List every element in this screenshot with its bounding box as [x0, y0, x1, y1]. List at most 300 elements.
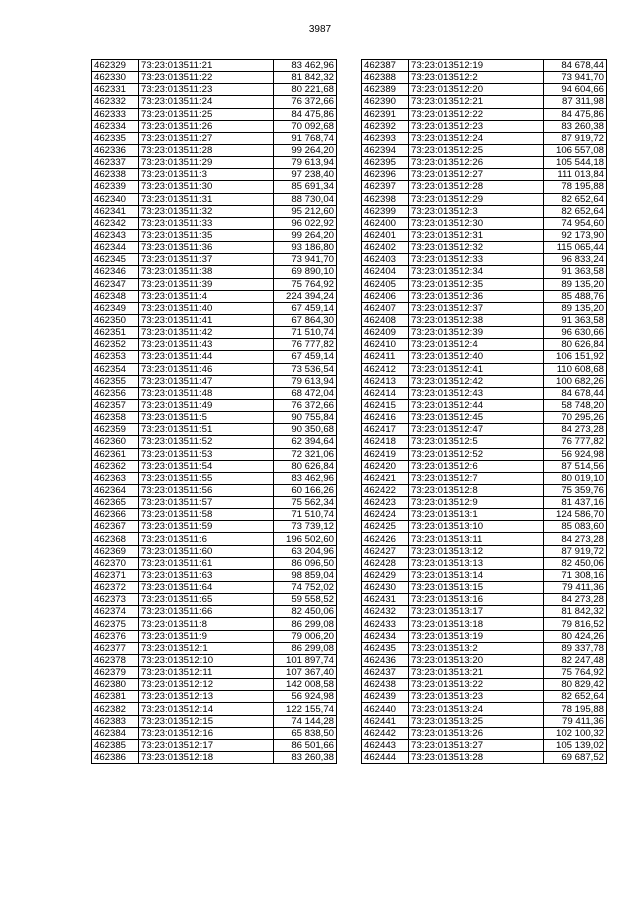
value-cell: 82 652,64	[544, 193, 607, 205]
cadastral-number-cell: 73:23:013512:23	[409, 120, 544, 132]
value-cell: 79 006,20	[274, 630, 337, 642]
value-cell: 85 488,76	[544, 290, 607, 302]
table-row	[362, 387, 607, 399]
cadastral-number-cell: 73:23:013512:32	[409, 242, 544, 254]
value-cell: 80 019,10	[544, 472, 607, 484]
table-row	[362, 630, 607, 642]
cadastral-number-cell: 73:23:013512:15	[139, 715, 274, 727]
row-number-cell: 462382	[92, 703, 139, 715]
row-number-cell: 462388	[362, 72, 409, 84]
cadastral-number-cell: 73:23:013511:51	[139, 424, 274, 436]
table-row	[362, 363, 607, 375]
cadastral-number-cell: 73:23:013512:34	[409, 266, 544, 278]
cadastral-number-cell: 73:23:013512:19	[409, 60, 544, 72]
row-number-cell: 462442	[362, 727, 409, 739]
cadastral-number-cell: 73:23:013513:16	[409, 594, 544, 606]
cadastral-number-cell: 73:23:013513:10	[409, 521, 544, 533]
cadastral-number-cell: 73:23:013511:49	[139, 399, 274, 411]
cadastral-number-cell: 73:23:013512:20	[409, 84, 544, 96]
table-row	[92, 606, 337, 618]
table-row	[362, 302, 607, 314]
value-cell: 83 462,96	[274, 60, 337, 72]
table-row	[92, 484, 337, 496]
value-cell: 75 764,92	[274, 278, 337, 290]
value-cell: 91 768,74	[274, 132, 337, 144]
table-row	[92, 691, 337, 703]
value-cell: 86 501,66	[274, 739, 337, 751]
value-cell: 84 475,86	[274, 108, 337, 120]
table-row	[362, 703, 607, 715]
table-row	[362, 715, 607, 727]
row-number-cell: 462403	[362, 254, 409, 266]
row-number-cell: 462381	[92, 691, 139, 703]
table-row	[92, 667, 337, 679]
table-row	[92, 545, 337, 557]
cadastral-number-cell: 73:23:013512:21	[409, 96, 544, 108]
table-row	[362, 60, 607, 72]
table-row	[92, 569, 337, 581]
table-row	[362, 351, 607, 363]
value-cell: 86 299,08	[274, 642, 337, 654]
row-number-cell: 462378	[92, 654, 139, 666]
cadastral-number-cell: 73:23:013513:2	[409, 642, 544, 654]
cadastral-number-cell: 73:23:013512:14	[139, 703, 274, 715]
cadastral-number-cell: 73:23:013512:26	[409, 157, 544, 169]
table-row	[92, 460, 337, 472]
row-number-cell: 462343	[92, 229, 139, 241]
value-cell: 79 816,52	[544, 618, 607, 630]
value-cell: 124 586,70	[544, 509, 607, 521]
table-row	[92, 472, 337, 484]
cadastral-number-cell: 73:23:013512:4	[409, 339, 544, 351]
value-cell: 59 558,52	[274, 594, 337, 606]
value-cell: 67 864,30	[274, 314, 337, 326]
cadastral-number-cell: 73:23:013511:59	[139, 521, 274, 533]
table-row	[92, 557, 337, 569]
cadastral-number-cell: 73:23:013511:30	[139, 181, 274, 193]
row-number-cell: 462335	[92, 132, 139, 144]
row-number-cell: 462340	[92, 193, 139, 205]
cadastral-number-cell: 73:23:013512:35	[409, 278, 544, 290]
row-number-cell: 462370	[92, 557, 139, 569]
table-row	[362, 594, 607, 606]
value-cell: 100 682,26	[544, 375, 607, 387]
table-row	[362, 132, 607, 144]
value-cell: 85 083,60	[544, 521, 607, 533]
row-number-cell: 462433	[362, 618, 409, 630]
row-number-cell: 462421	[362, 472, 409, 484]
row-number-cell: 462341	[92, 205, 139, 217]
table-row	[92, 594, 337, 606]
row-number-cell: 462436	[362, 654, 409, 666]
cadastral-number-cell: 73:23:013511:37	[139, 254, 274, 266]
table-row	[362, 618, 607, 630]
row-number-cell: 462336	[92, 144, 139, 156]
table-row	[92, 642, 337, 654]
row-number-cell: 462408	[362, 314, 409, 326]
row-number-cell: 462390	[362, 96, 409, 108]
row-number-cell: 462437	[362, 667, 409, 679]
row-number-cell: 462387	[362, 60, 409, 72]
table-row	[362, 727, 607, 739]
value-cell: 62 394,64	[274, 436, 337, 448]
table-row	[362, 679, 607, 691]
cadastral-number-cell: 73:23:013511:44	[139, 351, 274, 363]
cadastral-number-cell: 73:23:013513:20	[409, 654, 544, 666]
value-cell: 75 562,34	[274, 497, 337, 509]
value-cell: 80 829,42	[544, 679, 607, 691]
cadastral-number-cell: 73:23:013512:24	[409, 132, 544, 144]
value-cell: 91 363,58	[544, 266, 607, 278]
value-cell: 98 859,04	[274, 569, 337, 581]
cadastral-number-cell: 73:23:013512:9	[409, 497, 544, 509]
value-cell: 75 359,76	[544, 484, 607, 496]
cadastral-number-cell: 73:23:013512:44	[409, 399, 544, 411]
table-row	[362, 472, 607, 484]
table-row	[362, 448, 607, 460]
table-row	[92, 314, 337, 326]
value-cell: 81 842,32	[274, 72, 337, 84]
table-row	[92, 290, 337, 302]
table-row	[362, 314, 607, 326]
row-number-cell: 462376	[92, 630, 139, 642]
value-cell: 87 311,98	[544, 96, 607, 108]
table-row	[92, 739, 337, 751]
table-row	[362, 242, 607, 254]
row-number-cell: 462360	[92, 436, 139, 448]
value-cell: 89 135,20	[544, 302, 607, 314]
table-row	[92, 533, 337, 545]
cadastral-number-cell: 73:23:013512:6	[409, 460, 544, 472]
row-number-cell: 462402	[362, 242, 409, 254]
table-row	[92, 582, 337, 594]
table-row	[362, 169, 607, 181]
cadastral-number-cell: 73:23:013511:39	[139, 278, 274, 290]
row-number-cell: 462425	[362, 521, 409, 533]
row-number-cell: 462405	[362, 278, 409, 290]
row-number-cell: 462399	[362, 205, 409, 217]
cadastral-number-cell: 73:23:013511:60	[139, 545, 274, 557]
value-cell: 87 919,72	[544, 132, 607, 144]
table-row	[92, 108, 337, 120]
value-cell: 69 687,52	[544, 752, 607, 764]
row-number-cell: 462351	[92, 327, 139, 339]
row-number-cell: 462419	[362, 448, 409, 460]
value-cell: 84 273,28	[544, 594, 607, 606]
table-row	[362, 229, 607, 241]
cadastral-number-cell: 73:23:013512:39	[409, 327, 544, 339]
table-row	[362, 254, 607, 266]
table-row	[362, 181, 607, 193]
cadastral-number-cell: 73:23:013511:65	[139, 594, 274, 606]
table-row	[92, 351, 337, 363]
table-row	[92, 327, 337, 339]
cadastral-number-cell: 73:23:013511:35	[139, 229, 274, 241]
cadastral-number-cell: 73:23:013512:5	[409, 436, 544, 448]
value-cell: 115 065,44	[544, 242, 607, 254]
table-row	[92, 375, 337, 387]
value-cell: 56 924,98	[274, 691, 337, 703]
row-number-cell: 462373	[92, 594, 139, 606]
row-number-cell: 462379	[92, 667, 139, 679]
row-number-cell: 462345	[92, 254, 139, 266]
value-cell: 90 350,68	[274, 424, 337, 436]
table-row	[92, 399, 337, 411]
cadastral-number-cell: 73:23:013511:36	[139, 242, 274, 254]
row-number-cell: 462365	[92, 497, 139, 509]
table-row	[92, 242, 337, 254]
value-cell: 84 475,86	[544, 108, 607, 120]
row-number-cell: 462380	[92, 679, 139, 691]
cadastral-number-cell: 73:23:013512:27	[409, 169, 544, 181]
row-number-cell: 462430	[362, 582, 409, 594]
table-row	[92, 703, 337, 715]
cadastral-number-cell: 73:23:013511:48	[139, 387, 274, 399]
row-number-cell: 462367	[92, 521, 139, 533]
value-cell: 110 608,68	[544, 363, 607, 375]
cadastral-number-cell: 73:23:013513:22	[409, 679, 544, 691]
cadastral-number-cell: 73:23:013513:26	[409, 727, 544, 739]
row-number-cell: 462332	[92, 96, 139, 108]
value-cell: 224 394,24	[274, 290, 337, 302]
value-cell: 107 367,40	[274, 667, 337, 679]
table-row	[362, 108, 607, 120]
cadastral-number-cell: 73:23:013511:55	[139, 472, 274, 484]
cadastral-number-cell: 73:23:013513:17	[409, 606, 544, 618]
row-number-cell: 462361	[92, 448, 139, 460]
row-number-cell: 462371	[92, 569, 139, 581]
row-number-cell: 462398	[362, 193, 409, 205]
value-cell: 89 337,78	[544, 642, 607, 654]
value-cell: 58 748,20	[544, 399, 607, 411]
value-cell: 87 514,56	[544, 460, 607, 472]
table-row	[92, 205, 337, 217]
value-cell: 72 321,06	[274, 448, 337, 460]
table-row	[362, 375, 607, 387]
cadastral-number-cell: 73:23:013511:26	[139, 120, 274, 132]
value-cell: 95 212,60	[274, 205, 337, 217]
table-row	[92, 448, 337, 460]
table-row	[362, 278, 607, 290]
value-cell: 85 691,34	[274, 181, 337, 193]
table-row	[92, 509, 337, 521]
cadastral-number-cell: 73:23:013511:31	[139, 193, 274, 205]
row-number-cell: 462354	[92, 363, 139, 375]
value-cell: 71 308,16	[544, 569, 607, 581]
cadastral-number-cell: 73:23:013512:38	[409, 314, 544, 326]
row-number-cell: 462337	[92, 157, 139, 169]
cadastral-number-cell: 73:23:013512:25	[409, 144, 544, 156]
row-number-cell: 462417	[362, 424, 409, 436]
row-number-cell: 462346	[92, 266, 139, 278]
cadastral-number-cell: 73:23:013512:36	[409, 290, 544, 302]
table-row	[92, 132, 337, 144]
table-row	[362, 72, 607, 84]
value-cell: 76 372,66	[274, 399, 337, 411]
table-row	[92, 181, 337, 193]
value-cell: 71 510,74	[274, 327, 337, 339]
value-cell: 78 195,88	[544, 181, 607, 193]
cadastral-number-cell: 73:23:013513:27	[409, 739, 544, 751]
row-number-cell: 462394	[362, 144, 409, 156]
value-cell: 96 022,92	[274, 217, 337, 229]
row-number-cell: 462409	[362, 327, 409, 339]
value-cell: 102 100,32	[544, 727, 607, 739]
row-number-cell: 462441	[362, 715, 409, 727]
cadastral-number-cell: 73:23:013512:18	[139, 752, 274, 764]
row-number-cell: 462411	[362, 351, 409, 363]
cadastral-number-cell: 73:23:013513:23	[409, 691, 544, 703]
cadastral-number-cell: 73:23:013513:12	[409, 545, 544, 557]
cadastral-number-cell: 73:23:013512:45	[409, 412, 544, 424]
right-data-table	[361, 59, 607, 764]
cadastral-number-cell: 73:23:013511:23	[139, 84, 274, 96]
row-number-cell: 462344	[92, 242, 139, 254]
cadastral-number-cell: 73:23:013511:42	[139, 327, 274, 339]
table-row	[92, 679, 337, 691]
cadastral-number-cell: 73:23:013513:14	[409, 569, 544, 581]
value-cell: 84 273,28	[544, 424, 607, 436]
cadastral-number-cell: 73:23:013512:40	[409, 351, 544, 363]
value-cell: 86 299,08	[274, 618, 337, 630]
row-number-cell: 462407	[362, 302, 409, 314]
table-row	[362, 412, 607, 424]
cadastral-number-cell: 73:23:013511:57	[139, 497, 274, 509]
table-row	[362, 339, 607, 351]
row-number-cell: 462358	[92, 412, 139, 424]
value-cell: 82 652,64	[544, 691, 607, 703]
row-number-cell: 462428	[362, 557, 409, 569]
table-row	[92, 217, 337, 229]
row-number-cell: 462347	[92, 278, 139, 290]
cadastral-number-cell: 73:23:013511:6	[139, 533, 274, 545]
cadastral-number-cell: 73:23:013512:31	[409, 229, 544, 241]
value-cell: 99 264,20	[274, 229, 337, 241]
cadastral-number-cell: 73:23:013512:43	[409, 387, 544, 399]
table-row	[362, 205, 607, 217]
row-number-cell: 462427	[362, 545, 409, 557]
value-cell: 67 459,14	[274, 351, 337, 363]
cadastral-number-cell: 73:23:013512:29	[409, 193, 544, 205]
value-cell: 83 260,38	[544, 120, 607, 132]
row-number-cell: 462393	[362, 132, 409, 144]
row-number-cell: 462355	[92, 375, 139, 387]
row-number-cell: 462383	[92, 715, 139, 727]
row-number-cell: 462422	[362, 484, 409, 496]
row-number-cell: 462368	[92, 533, 139, 545]
cadastral-number-cell: 73:23:013512:52	[409, 448, 544, 460]
cadastral-number-cell: 73:23:013511:38	[139, 266, 274, 278]
value-cell: 73 941,70	[274, 254, 337, 266]
cadastral-number-cell: 73:23:013511:9	[139, 630, 274, 642]
row-number-cell: 462353	[92, 351, 139, 363]
cadastral-number-cell: 73:23:013511:22	[139, 72, 274, 84]
table-row	[92, 60, 337, 72]
table-row	[362, 120, 607, 132]
value-cell: 97 238,40	[274, 169, 337, 181]
table-row	[92, 436, 337, 448]
row-number-cell: 462444	[362, 752, 409, 764]
cadastral-number-cell: 73:23:013511:28	[139, 144, 274, 156]
cadastral-number-cell: 73:23:013512:42	[409, 375, 544, 387]
value-cell: 69 890,10	[274, 266, 337, 278]
cadastral-number-cell: 73:23:013511:46	[139, 363, 274, 375]
row-number-cell: 462375	[92, 618, 139, 630]
row-number-cell: 462389	[362, 84, 409, 96]
value-cell: 93 186,80	[274, 242, 337, 254]
row-number-cell: 462392	[362, 120, 409, 132]
table-row	[92, 412, 337, 424]
table-row	[92, 727, 337, 739]
table-row	[92, 169, 337, 181]
table-row	[92, 654, 337, 666]
value-cell: 68 472,04	[274, 387, 337, 399]
row-number-cell: 462396	[362, 169, 409, 181]
table-row	[362, 144, 607, 156]
table-row	[362, 691, 607, 703]
table-row	[92, 254, 337, 266]
value-cell: 84 273,28	[544, 533, 607, 545]
table-row	[362, 582, 607, 594]
table-row	[362, 752, 607, 764]
value-cell: 84 678,44	[544, 60, 607, 72]
value-cell: 60 166,26	[274, 484, 337, 496]
row-number-cell: 462432	[362, 606, 409, 618]
table-row	[92, 84, 337, 96]
value-cell: 111 013,84	[544, 169, 607, 181]
row-number-cell: 462429	[362, 569, 409, 581]
row-number-cell: 462331	[92, 84, 139, 96]
row-number-cell: 462349	[92, 302, 139, 314]
value-cell: 79 613,94	[274, 375, 337, 387]
cadastral-number-cell: 73:23:013513:28	[409, 752, 544, 764]
row-number-cell: 462391	[362, 108, 409, 120]
table-row	[362, 460, 607, 472]
row-number-cell: 462372	[92, 582, 139, 594]
table-row	[362, 96, 607, 108]
table-row	[92, 339, 337, 351]
value-cell: 90 755,84	[274, 412, 337, 424]
value-cell: 80 626,84	[274, 460, 337, 472]
row-number-cell: 462406	[362, 290, 409, 302]
table-row	[362, 569, 607, 581]
table-row	[92, 278, 337, 290]
row-number-cell: 462415	[362, 399, 409, 411]
table-row	[362, 290, 607, 302]
cadastral-number-cell: 73:23:013511:47	[139, 375, 274, 387]
value-cell: 82 450,06	[544, 557, 607, 569]
row-number-cell: 462362	[92, 460, 139, 472]
table-row	[362, 327, 607, 339]
cadastral-number-cell: 73:23:013511:29	[139, 157, 274, 169]
value-cell: 94 604,66	[544, 84, 607, 96]
value-cell: 74 954,60	[544, 217, 607, 229]
value-cell: 79 411,36	[544, 715, 607, 727]
row-number-cell: 462414	[362, 387, 409, 399]
value-cell: 76 777,82	[274, 339, 337, 351]
value-cell: 122 155,74	[274, 703, 337, 715]
cadastral-number-cell: 73:23:013511:4	[139, 290, 274, 302]
table-row	[362, 157, 607, 169]
value-cell: 87 919,72	[544, 545, 607, 557]
row-number-cell: 462416	[362, 412, 409, 424]
row-number-cell: 462400	[362, 217, 409, 229]
table-row	[362, 642, 607, 654]
cadastral-number-cell: 73:23:013511:5	[139, 412, 274, 424]
row-number-cell: 462412	[362, 363, 409, 375]
table-row	[92, 424, 337, 436]
value-cell: 99 264,20	[274, 144, 337, 156]
